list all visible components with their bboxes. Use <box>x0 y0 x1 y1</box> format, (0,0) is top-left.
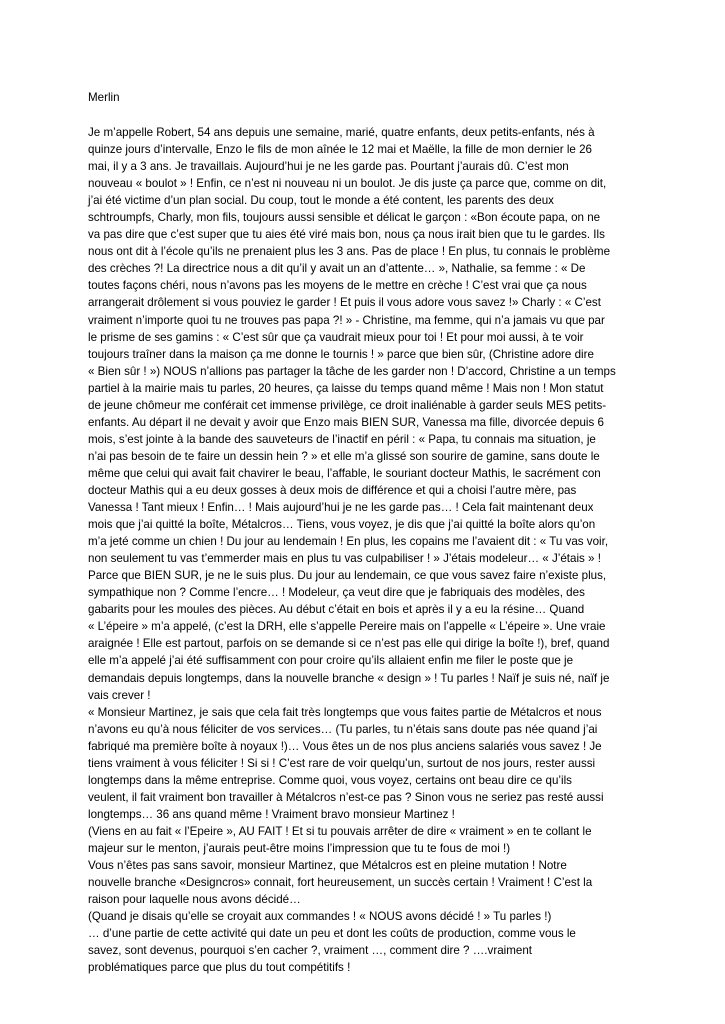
text-line: quinze jours d’intervalle, Enzo le fils de mon aînée le 12 mai et Maëlle, la fille de mon dernier le 26 <box>88 143 592 157</box>
text-line: Parce que BIEN SUR, je ne le suis plus. Du jour au lendemain, ce que vous savez faire n’existe plus, <box>88 569 607 583</box>
text-line: veulent, il fait vraiment bon travailler à Métalcros n’est-ce pas ? Sinon vous ne seriez pas resté aussi <box>88 790 604 804</box>
text-line: (Quand je disais qu’elle se croyait aux commandes ! « NOUS avons décidé ! » Tu parles !) <box>88 910 552 924</box>
text-line: fabriqué ma première boîte à noyaux !)… Vous êtes un de nos plus anciens salariés vous savez ! Je <box>88 739 602 753</box>
text-line: va pas dire que c’est super que tu aies été viré mais bon, nous ça nous irait bien que tu le gardes. Ils <box>88 228 605 242</box>
text-line: elle m’a appelé j’ai été suffisamment con pour croire qu’ils allaient enfin me filer le poste que je <box>88 654 574 668</box>
text-line: mois, s’est jointe à la bande des sauveteurs de l’inactif en péril : « Papa, tu connais ma situation, je <box>88 432 596 446</box>
text-line: schtroumpfs, Charly, mon fils, toujours aussi sensible et délicat le garçon : «Bon écoute papa, on ne <box>88 211 601 225</box>
text-line: (Viens en au fait « l’Epeire », AU FAIT ! Et si tu pouvais arrêter de dire « vraiment » en te collant le <box>88 824 592 838</box>
text-line: mai, il y a 3 ans. Je travaillais. Aujourd’hui je ne les garde pas. Pourtant j’aurais dû. C’est mon <box>88 160 569 174</box>
text-line: majeur sur le menton, j’aurais peut-être moins l’impression que tu te fous de moi !) <box>88 841 511 855</box>
text-line: arrangerait drôlement si vous pouviez le garder ! Et puis il vous adore vous savez !» Charly : « C’est <box>88 296 601 310</box>
text-line: partiel à la mairie mais tu parles, 20 heures, ça laisse du temps quand même ! Mais non ! Mon statut <box>88 381 604 395</box>
text-line: … d’une partie de cette activité qui date un peu et dont les coûts de production, comme vous le <box>88 927 576 941</box>
text-line: des crèches ?! La directrice nous a dit qu’il y avait un an d’attente… », Nathalie, sa femme : « De <box>88 262 586 276</box>
document-body <box>88 124 695 976</box>
text-line: vais crever ! <box>88 688 151 702</box>
text-line: Vous n’êtes pas sans savoir, monsieur Martinez, que Métalcros est en pleine mutation ! Notre <box>88 859 567 873</box>
text-line: vraiment n’importe quoi tu ne trouves pas papa ?! » - Christine, ma femme, qui n’a jamais vu que par <box>88 313 605 327</box>
text-line: tiens vraiment à vous féliciter ! Si si ! C’est rare de voir quelqu’un, surtout de nos jours, rester aussi <box>88 756 596 770</box>
text-line: « Monsieur Martinez, je sais que cela fait très longtemps que vous faites partie de Métalcros et nous <box>88 705 602 719</box>
text-line: non seulement tu vas t’emmerder mais en plus tu vas culpabiliser ! » J’étais modeleur… « J’étais » ! <box>88 552 601 566</box>
text-line: toutes façons chéri, nous n’avons pas les moyens de le mettre en crèche ! C’est vrai que ça nous <box>88 279 587 293</box>
text-line: le prisme de ses gamins : « C’est sûr que ça vaudrait mieux pour toi ! Et pour moi aussi, à te voir <box>88 330 584 344</box>
text-line: n’ai pas besoin de te faire un dessin hein ? » et elle m’a glissé son sourire de gamine, sans doute le <box>88 449 600 463</box>
text-line: j’ai été victime d’un plan social. Du coup, tout le monde a été content, les parents des deux <box>88 194 554 208</box>
text-line: enfants. Au départ il ne devait y avoir que Enzo mais BIEN SUR, Vanessa ma fille, divorcée depuis 6 <box>88 415 604 429</box>
text-line: nouveau « boulot » ! Enfin, ce n’est ni nouveau ni un boulot. Je dis juste ça parce que, comme on dit, <box>88 177 607 191</box>
text-line: gabarits pour les moules des pièces. Au début c’était en bois et après il y a eu la résine… Quand <box>88 603 585 617</box>
document-title: Merlin <box>88 91 120 104</box>
text-line: Vanessa ! Tant mieux ! Enfin… ! Mais aujourd’hui je ne les garde pas… ! Cela fait maintenant deux <box>88 501 594 515</box>
text-line: n’avons eu qu’à nous féliciter de vos services… (Tu parles, tu n’étais sans doute pas née quand j’ai <box>88 722 598 736</box>
text-line: savez, sont devenus, pourquoi s’en cacher ?, vraiment …, comment dire ? ….vraiment <box>88 944 532 958</box>
text-line: raison pour laquelle nous avons décidé… <box>88 893 301 907</box>
text-line: « L’épeire » m’a appelé, (c’est la DRH, elle s’appelle Pereire mais on l’appelle « L’épeire ». Une vraie <box>88 620 606 634</box>
text-line: mois que j’ai quitté la boîte, Métalcros… Tiens, vous voyez, je dis que j’ai quitté la boîte alors qu’on <box>88 518 596 532</box>
text-line: m’a jeté comme un chien ! Du jour au lendemain ! En plus, les copains me l’avaient dit : « Tu vas voir, <box>88 535 609 549</box>
text-line: nouvelle branche «Designcros» connait, fort heureusement, un succès certain ! Vraiment ! C’est la <box>88 876 593 890</box>
text-line: de jeune chômeur me conférait cet immense privilège, ce droit inaliénable à garder seuls MES petits- <box>88 398 607 412</box>
text-line: nous ont dit à l’école qu’ils ne prenaient plus les 3 ans. Pas de place ! En plus, tu connais le problème <box>88 245 611 259</box>
text-line: problématiques parce que plus du tout compétitifs ! <box>88 961 351 975</box>
text-line: longtemps… 36 ans quand même ! Vraiment bravo monsieur Martinez ! <box>88 807 455 821</box>
text-line: Je m’appelle Robert, 54 ans depuis une semaine, marié, quatre enfants, deux petits-enfants, nés à <box>88 126 595 139</box>
text-line: longtemps dans la même entreprise. Comme quoi, vous voyez, certains ont beau dire ce qu’ils <box>88 773 572 787</box>
text-line: même que celui qui avait fait chavirer le beau, l’affable, le souriant docteur Mathis, le sacrément con <box>88 466 601 480</box>
text-line: araignée ! Elle est partout, parfois on se demande si ce n’est pas elle qui dirige la boîte !), bref, quand <box>88 637 610 651</box>
text-line: demandais depuis longtemps, dans la nouvelle branche « design » ! Tu parles ! Naïf je suis né, naïf je <box>88 671 610 685</box>
text-line: docteur Mathis qui a eu deux gosses à deux mois de différence et qui a choisi l’autre mère, pas <box>88 483 577 497</box>
text-line: « Bien sûr ! ») NOUS n’allions pas partager la tâche de les garder non ! D’accord, Christine a un temps <box>88 364 616 378</box>
text-line: sympathique non ? Comme l’encre… ! Modeleur, ça veut dire que je fabriquais des modèles, des <box>88 586 585 600</box>
text-line: toujours traîner dans la maison ça me donne le tournis ! » parce que bien sûr, (Christine adore dire <box>88 347 594 361</box>
